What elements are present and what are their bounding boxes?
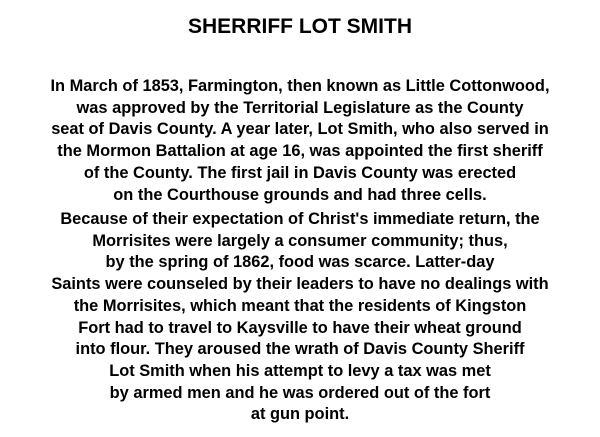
paragraph-line: at gun point.	[250, 405, 350, 424]
paragraph-line: by the spring of 1862, food was scarce. Latter-day	[105, 253, 495, 272]
paragraph-line: Lot Smith when his attempt to levy a tax was met	[109, 361, 491, 380]
paragraph-line: Fort had to travel to Kaysville to have their wheat ground	[78, 318, 522, 337]
paragraph-line: by armed men and he was ordered out of the fort	[109, 383, 491, 402]
paragraph-line: Morrisites were largely a consumer community; thus,	[92, 231, 508, 250]
paragraph-morrisites	[0, 209, 600, 426]
paragraph-line: the Mormon Battalion at age 16, was appointed the first sheriff	[57, 142, 543, 161]
paragraph-line: the Morrisites, which meant that the residents of Kingston	[73, 296, 527, 315]
paragraph-line: Because of their expectation of Christ's immediate return, the	[60, 210, 540, 228]
paragraph-line: In March of 1853, Farmington, then known as Little Cottonwood,	[50, 77, 550, 95]
paragraph-line: Saints were counseled by their leaders to have no dealings with	[51, 275, 549, 294]
page-title: SHERRIFF LOT SMITH	[188, 15, 412, 38]
paragraph-line: was approved by the Territorial Legislature as the County	[76, 98, 524, 117]
paragraph-line: on the Courthouse grounds and had three cells.	[113, 185, 487, 204]
paragraph-line: seat of Davis County. A year later, Lot Smith, who also served in	[51, 120, 549, 139]
paragraph-farmington	[0, 76, 600, 206]
paragraph-line: into flour. They aroused the wrath of Davis County Sheriff	[75, 340, 525, 359]
paragraph-line: of the County. The first jail in Davis County was erected	[83, 163, 517, 182]
